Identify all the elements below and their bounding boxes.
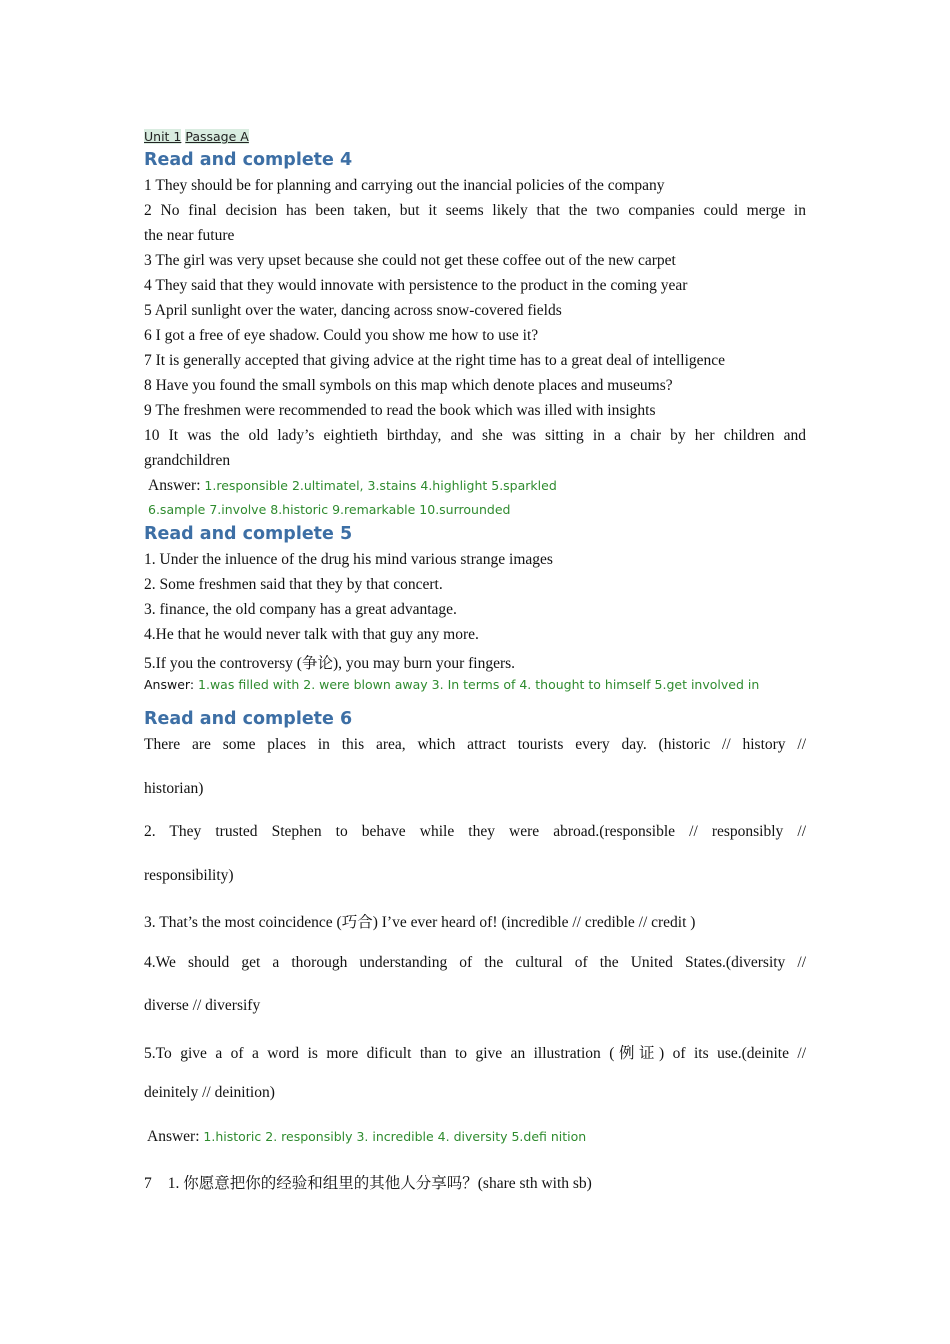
s6-answer-line <box>147 1128 809 1146</box>
s6-item-5: 5.To give a of a word is more dificult than to give an illustration (例证) of its use.(deinite // <box>144 1045 806 1062</box>
s6-item-3: 3. That’s the most coincidence (巧合) I’ve ever heard of! (incredible // credible // credit ) <box>144 914 696 931</box>
s6-item-4: 4.We should get a thorough understanding of the cultural of the United States.(diversity // <box>144 954 806 971</box>
s4-item-2: 2 No final decision has been taken, but it seems likely that the two companies could merge in <box>144 202 806 219</box>
s6-answer-text: 1.historic 2. responsibly 3. incredible 4. diversity 5.defi nition <box>203 1129 587 1144</box>
section-5-title: Read and complete 5 <box>144 524 353 544</box>
s4-item-9: 9 The freshmen were recommended to read the book which was illed with insights <box>144 402 656 419</box>
s4-answer-text-2: 6.sample 7.involve 8.historic 9.remarkable 10.surrounded <box>148 502 511 517</box>
s5-item-4: 4.He that he would never talk with that guy any more. <box>144 626 479 643</box>
s5-item-5: 5.If you the controversy (争论), you may burn your fingers. <box>144 655 516 672</box>
unit-label: Unit 1 <box>144 129 182 144</box>
s5-answer-line <box>144 676 806 694</box>
s4-item-10-cont: grandchildren <box>144 452 231 469</box>
s6-item-1-cont: historian) <box>144 780 204 797</box>
s4-answer-text-1: 1.responsible 2.ultimatel, 3.stains 4.highlight 5.sparkled <box>204 478 557 493</box>
page-header <box>144 129 249 144</box>
s4-item-2-cont: the near future <box>144 227 235 244</box>
s4-answer-line-1 <box>148 477 810 495</box>
s6-item-2: 2. They trusted Stephen to behave while they were abroad.(responsible // responsibly // <box>144 823 806 840</box>
s4-item-7: 7 It is generally accepted that giving advice at the right time has to a great deal of intelligence <box>144 352 726 369</box>
s4-item-3: 3 The girl was very upset because she could not get these coffee out of the new carpet <box>144 252 676 269</box>
s6-item-4-cont: diverse // diversify <box>144 997 261 1014</box>
s6-item-5-cont: deinitely // deinition) <box>144 1084 275 1101</box>
s6-item-1: There are some places in this area, which attract tourists every day. (historic // history // <box>144 736 806 753</box>
s4-item-10: 10 It was the old lady’s eightieth birthday, and she was sitting in a chair by her children and <box>144 427 806 444</box>
s4-item-4: 4 They said that they would innovate with persistence to the product in the coming year <box>144 277 688 294</box>
s5-item-1: 1. Under the inluence of the drug his mind various strange images <box>144 551 553 568</box>
section-4-title: Read and complete 4 <box>144 150 353 170</box>
passage-label: Passage A <box>185 129 249 144</box>
s4-answer-label: Answer: <box>148 477 201 494</box>
s5-item-3: 3. finance, the old company has a great advantage. <box>144 601 457 618</box>
s4-item-8: 8 Have you found the small symbols on this map which denote places and museums? <box>144 377 673 394</box>
s4-item-6: 6 I got a free of eye shadow. Could you show me how to use it? <box>144 327 539 344</box>
s6-item-2-cont: responsibility) <box>144 867 234 884</box>
s5-answer-label: Answer: <box>144 677 195 692</box>
s4-answer-line-2 <box>148 501 810 519</box>
s4-item-1: 1 They should be for planning and carrying out the inancial policies of the company <box>144 177 665 194</box>
section-6-title: Read and complete 6 <box>144 709 353 729</box>
s7-number: 7 <box>144 1175 152 1192</box>
s6-answer-label: Answer: <box>147 1128 200 1145</box>
s7-line <box>144 1171 806 1193</box>
s5-item-2: 2. Some freshmen said that they by that concert. <box>144 576 443 593</box>
s7-item-1: 1. 你愿意把你的经验和组里的其他人分享吗？(share sth with sb) <box>167 1175 592 1192</box>
s4-item-5: 5 April sunlight over the water, dancing across snow-covered fields <box>144 302 562 319</box>
s5-answer-text: 1.was filled with 2. were blown away 3. In terms of 4. thought to himself 5.get involved in <box>198 677 760 692</box>
